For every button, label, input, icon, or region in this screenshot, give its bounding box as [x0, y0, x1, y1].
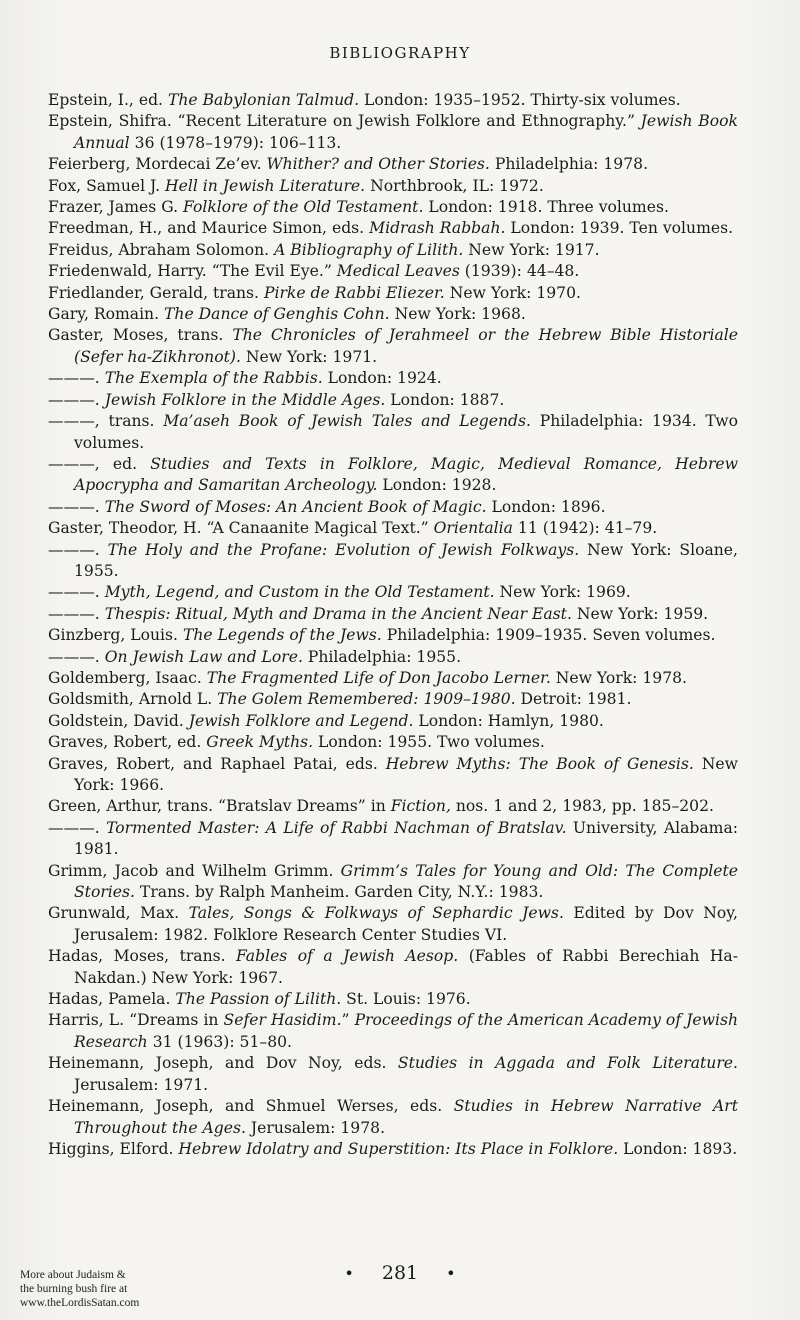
bibliography-entry [48, 604, 738, 625]
entry-title-text: Pirke de Rabbi Eliezer. [263, 283, 445, 302]
entry-title-text: Tormented Master: A Life of Rabbi Nachman of Bratslav. [106, 818, 567, 837]
entry-text: Trans. by Ralph Manheim. Garden City, N.Y.: 1983. [134, 883, 544, 902]
bibliography-entry [48, 861, 738, 904]
entry-text: Jerusalem: 1971. [74, 1075, 209, 1094]
entry-text: ———. [48, 540, 108, 559]
entry-text: New York: 1917. [463, 240, 600, 259]
entry-title-text: Myth, Legend, and Custom in the Old Testament. [104, 583, 495, 602]
entry-text: Gaster, Moses, trans. [48, 326, 233, 345]
entry-title-text: The Holy and the Profane: Evolution of Jewish Folkways. [107, 540, 580, 559]
entry-text: St. Louis: 1976. [341, 990, 471, 1009]
bibliography-entry [48, 732, 738, 753]
folio-bullet-left: • [344, 1264, 354, 1283]
entry-text: Hadas, Moses, trans. [48, 947, 237, 966]
entry-text: Northbrook, IL: 1972. [365, 176, 544, 195]
entry-text: Detroit: 1981. [515, 690, 632, 709]
entry-text: New York: Sloane, 1955. [74, 540, 738, 580]
entry-text: Epstein, I., ed. [48, 91, 168, 109]
entry-text: Freedman, H., and Maurice Simon, eds. [48, 219, 370, 238]
entry-text: 36 (1978–1979): 106–113. [129, 133, 342, 152]
bibliography-entry [48, 625, 738, 646]
entry-title-text: Proceedings of the American Academy of Jewish Research [74, 1011, 738, 1051]
entry-text: New York: 1959. [571, 604, 709, 623]
bibliography-entry [48, 390, 738, 411]
entry-text: ———, trans. [48, 412, 164, 431]
bibliography-entry [48, 818, 738, 861]
entry-text: ———. [48, 497, 105, 516]
watermark-note [20, 1268, 220, 1310]
entry-title-text: The Dance of Genghis Cohn. [164, 305, 390, 324]
bibliography-entry [48, 240, 738, 261]
entry-text: University, Alabama: 1981. [74, 818, 739, 859]
entry-title-text: Hebrew Myths: The Book of Genesis. [385, 754, 694, 773]
entry-title-text: The Golem Remembered: 1909–1980. [217, 690, 516, 709]
bibliography-entry [48, 903, 738, 946]
bibliography-entry [48, 176, 738, 197]
entry-text: ———. [48, 390, 105, 409]
entry-title-text: Orientalia [433, 519, 513, 538]
entry-text: Grunwald, Max. [48, 904, 189, 923]
bibliography-entry [48, 325, 738, 368]
entry-text: Philadelphia: 1978. [489, 155, 649, 174]
entry-text: Philadelphia: 1934. Two volumes. [74, 412, 739, 452]
entry-text: Graves, Robert, ed. [48, 733, 207, 752]
bibliography-entry [48, 989, 738, 1010]
entry-title-text: The Chronicles of Jerahmeel or the Hebrew Bible Historiale (Sefer ha-Zikhronot). [74, 326, 738, 366]
bibliography-entry [48, 497, 738, 518]
entry-title-text: Jewish Book Annual [74, 112, 738, 152]
bibliography-entry [48, 518, 738, 539]
bibliography-entry [48, 1010, 738, 1053]
entry-text: London: 1896. [486, 497, 606, 516]
entry-title-text: Thespis: Ritual, Myth and Drama in the Ancient Near East. [104, 604, 572, 623]
entry-text: nos. 1 and 2, 1983, pp. 185–202. [450, 797, 714, 816]
entry-text: New York: 1968. [389, 305, 526, 324]
entry-text: Goldemberg, Isaac. [48, 668, 207, 687]
bibliography-entry [48, 454, 738, 497]
bibliography-entry [48, 711, 738, 732]
entry-title-text: Studies in Hebrew Narrative Art Throughout the Ages. [74, 1097, 738, 1137]
entry-title-text: Greek Myths. [206, 733, 314, 752]
entry-text: ———. [48, 604, 105, 623]
entry-text: New York: 1966. [74, 754, 738, 794]
entry-text: Ginzberg, Louis. [48, 626, 183, 645]
entry-text: London: 1924. [322, 369, 442, 388]
entry-text: (Fables of Rabbi Berechiah Ha-Nakdan.) New York: 1967. [74, 947, 738, 987]
entry-title-text: Grimm’s Tales for Young and Old: The Complete Stories. [74, 861, 738, 902]
entry-title-text: On Jewish Law and Lore. [104, 647, 303, 666]
entry-text: London: 1918. Three volumes. [423, 198, 669, 217]
entry-text: Epstein, Shifra. “Recent Literature on Jewish Folklore and Ethnography.” [48, 112, 641, 131]
entry-text: Higgins, Elford. [48, 1139, 179, 1158]
entry-title-text: Medical Leaves [336, 262, 460, 281]
entry-text: (1939): 44–48. [459, 262, 580, 281]
entry-text: London: 1935–1952. Thirty-six volumes. [359, 91, 681, 109]
entry-text: Jerusalem: 1978. [245, 1118, 386, 1137]
entry-text: ———. [48, 369, 105, 388]
entry-title-text: Ma’aseh Book of Jewish Tales and Legends. [163, 412, 531, 431]
entry-title-text: Whither? and Other Stories. [266, 155, 490, 174]
bibliography-entry [48, 261, 738, 282]
bibliography-entry [48, 1053, 738, 1096]
entry-title-text: The Passion of Lilith. [175, 990, 342, 1009]
bibliography-entry [48, 197, 738, 218]
entry-title-text: Studies in Aggada and Folk Literature. [397, 1054, 738, 1073]
bibliography-entry [48, 111, 738, 154]
watermark-link[interactable]: www.theLordisSatan.com [20, 1297, 140, 1309]
entry-text: ———. [48, 818, 107, 837]
entry-title-text: Jewish Folklore and Legend. [188, 711, 414, 730]
folio-bullet-right: • [446, 1264, 456, 1283]
entry-title-text: The Sword of Moses: An Ancient Book of Magic. [104, 497, 487, 516]
entry-title-text: Jewish Folklore in the Middle Ages. [104, 390, 386, 409]
bibliography-entry [48, 90, 738, 111]
bibliography-entry [48, 946, 738, 989]
entry-text: Feierberg, Mordecai Ze’ev. [48, 155, 267, 174]
entry-text: Fox, Samuel J. [48, 176, 165, 195]
entry-text: Goldstein, David. [48, 711, 189, 730]
entry-text: New York: 1971. [240, 347, 378, 366]
entry-title-text: Sefer Hasidim. [223, 1011, 342, 1030]
bibliography-entry [48, 411, 738, 454]
entry-title-text: Midrash Rabbah. [369, 219, 506, 238]
bibliography-entry [48, 304, 738, 325]
bibliography-entry [48, 796, 738, 817]
entry-text: ———. [48, 647, 105, 666]
bibliography-entry [48, 582, 738, 603]
entry-title-text: Fiction, [390, 797, 451, 816]
entry-text: Gaster, Theodor, H. “A Canaanite Magical Text.” [48, 519, 434, 538]
entry-text: Heinemann, Joseph, and Dov Noy, eds. [48, 1054, 398, 1073]
entry-text: Grimm, Jacob and Wilhelm Grimm. [48, 861, 341, 880]
entry-text: London: 1955. Two volumes. [313, 733, 545, 752]
entry-title-text: Tales, Songs & Folkways of Sephardic Jews. [188, 904, 564, 923]
entry-text: Frazer, James G. [48, 198, 184, 217]
bibliography-entry [48, 754, 738, 797]
entry-title-text: A Bibliography of Lilith. [274, 240, 464, 259]
entry-text: Hadas, Pamela. [48, 990, 176, 1009]
entry-text: London: 1887. [385, 390, 505, 409]
bibliography-entry [48, 647, 738, 668]
entry-text: Green, Arthur, trans. “Bratslav Dreams” in [48, 797, 391, 816]
entry-text: London: 1939. Ten volumes. [505, 219, 734, 238]
bibliography-entry [48, 540, 738, 583]
bibliography-entry [48, 154, 738, 175]
entry-text: 11 (1942): 41–79. [512, 519, 658, 538]
entry-text: Freidus, Abraham Solomon. [48, 240, 275, 259]
entry-text: New York: 1978. [550, 668, 687, 687]
entry-text: Philadelphia: 1955. [302, 647, 462, 666]
entry-title-text: Fables of a Jewish Aesop. [236, 947, 459, 966]
entry-text: New York: 1970. [444, 283, 581, 302]
entry-text: London: 1928. [377, 476, 497, 495]
page-number: 281 [381, 1262, 419, 1284]
entry-text: Goldsmith, Arnold L. [48, 690, 218, 709]
bibliography-entry [48, 368, 738, 389]
entry-text: ” [341, 1011, 355, 1030]
watermark-line: the burning bush fire at [20, 1283, 128, 1295]
entry-text: 31 (1963): 51–80. [147, 1032, 292, 1051]
bibliography-entry [48, 668, 738, 689]
entry-text: London: Hamlyn, 1980. [413, 711, 604, 730]
entry-title-text: The Exempla of the Rabbis. [104, 369, 323, 388]
entry-text: Heinemann, Joseph, and Shmuel Werses, eds. [48, 1097, 454, 1116]
bibliography-entry [48, 283, 738, 304]
entry-title-text: Folklore of the Old Testament. [183, 198, 424, 217]
entry-title-text: Hell in Jewish Literature. [165, 176, 366, 195]
entry-text: London: 1893. [618, 1139, 738, 1158]
running-head: BIBLIOGRAPHY [329, 44, 471, 62]
entry-text: Gary, Romain. [48, 305, 165, 324]
entry-text: Graves, Robert, and Raphael Patai, eds. [48, 754, 386, 773]
entry-title-text: The Fragmented Life of Don Jacobo Lerner. [206, 668, 551, 687]
entry-text: ———, ed. [48, 454, 151, 473]
bibliography-list [48, 90, 738, 1160]
entry-text: Philadelphia: 1909–1935. Seven volumes. [381, 626, 716, 645]
entry-text: Friedenwald, Harry. “The Evil Eye.” [48, 262, 337, 281]
entry-text: New York: 1969. [494, 583, 631, 602]
bibliography-entry [48, 689, 738, 710]
entry-title-text: Hebrew Idolatry and Superstition: Its Place in Folklore. [178, 1139, 619, 1158]
bibliography-entry [48, 1139, 738, 1160]
entry-text: Harris, L. “Dreams in [48, 1011, 224, 1030]
entry-text: ———. [48, 583, 105, 602]
bibliography-entry [48, 1096, 738, 1139]
entry-text: Friedlander, Gerald, trans. [48, 283, 264, 302]
bibliography-entry [48, 218, 738, 239]
entry-title-text: Studies and Texts in Folklore, Magic, Medieval Romance, Hebrew Apocrypha and Samaritan Archeology. [74, 454, 738, 495]
watermark-line: More about Judaism & [20, 1269, 126, 1281]
entry-title-text: The Legends of the Jews. [182, 626, 382, 645]
entry-title-text: The Babylonian Talmud. [167, 91, 360, 109]
entry-text: Edited by Dov Noy, Jerusalem: 1982. Folklore Research Center Studies VI. [74, 904, 738, 944]
